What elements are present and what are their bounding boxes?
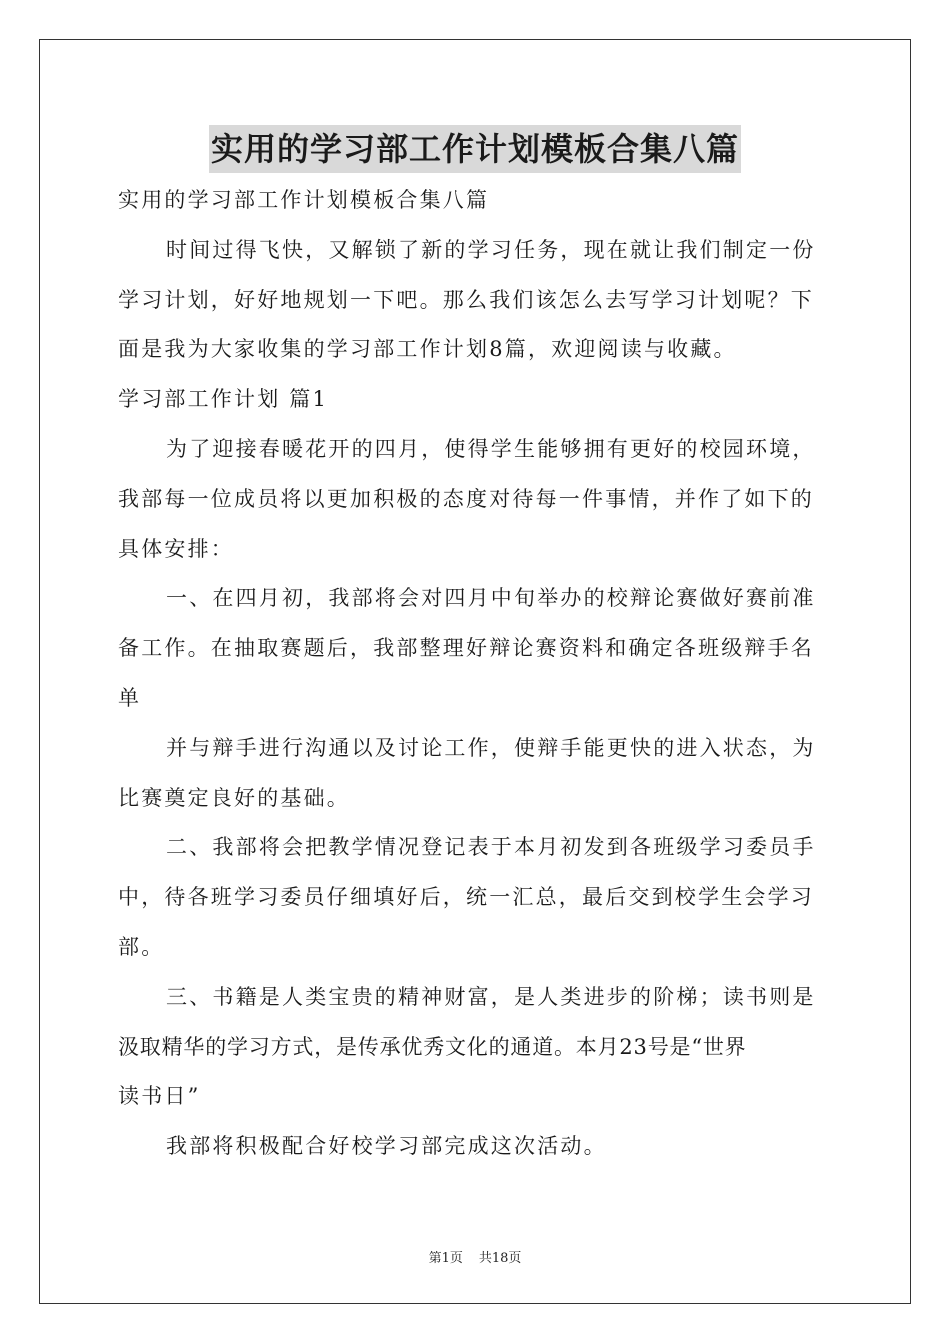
paragraph-line: 为了迎接春暖花开的四月，使得学生能够拥有更好的校园环境， bbox=[166, 436, 816, 461]
paragraph-line: 单 bbox=[118, 685, 142, 710]
page-number: 第1页 bbox=[428, 1251, 463, 1266]
paragraph-line: 我部每一位成员将以更加积极的态度对待每一件事情，并作了如下的 bbox=[118, 486, 814, 511]
paragraph-line: 比赛奠定良好的基础。 bbox=[118, 785, 350, 810]
paragraph-line: 具体安排： bbox=[118, 536, 234, 561]
page-total: 共18页 bbox=[478, 1251, 522, 1266]
document-body bbox=[118, 176, 834, 1172]
paragraph-line: 我部将积极配合好校学习部完成这次活动。 bbox=[166, 1134, 607, 1159]
paragraph-line: 一、在四月初，我部将会对四月中旬举办的校辩论赛做好赛前准 bbox=[166, 586, 816, 611]
paragraph-line: 汲取精华的学习方式，是传承优秀文化的通道。本月23号是“世界 bbox=[118, 1034, 747, 1059]
paragraph-line: 面是我为大家收集的学习部工作计划8篇，欢迎阅读与收藏。 bbox=[118, 337, 737, 362]
paragraph-line: 学习计划，好好地规划一下吧。那么我们该怎么去写学习计划呢？下 bbox=[118, 287, 814, 312]
paragraph-line: 三、书籍是人类宝贵的精神财富，是人类进步的阶梯；读书则是 bbox=[166, 984, 816, 1009]
section-heading: 学习部工作计划 篇1 bbox=[118, 387, 329, 412]
paragraph-line: 部。 bbox=[118, 934, 165, 959]
paragraph-line: 时间过得飞快，又解锁了新的学习任务，现在就让我们制定一份 bbox=[166, 237, 816, 262]
paragraph-line: 备工作。在抽取赛题后，我部整理好辩论赛资料和确定各班级辩手名 bbox=[118, 636, 814, 661]
paragraph-line: 读书日” bbox=[118, 1084, 201, 1109]
paragraph-line: 并与辩手进行沟通以及讨论工作，使辩手能更快的进入状态，为 bbox=[166, 735, 816, 760]
page-footer bbox=[0, 1247, 950, 1266]
title-wrap bbox=[0, 125, 950, 173]
paragraph-line: 中，待各班学习委员仔细填好后，统一汇总，最后交到校学生会学习 bbox=[118, 885, 814, 910]
paragraph-line: 二、我部将会把教学情况登记表于本月初发到各班级学习委员手 bbox=[166, 835, 816, 860]
subtitle-line: 实用的学习部工作计划模板合集八篇 bbox=[118, 188, 490, 212]
document-title: 实用的学习部工作计划模板合集八篇 bbox=[209, 125, 741, 173]
